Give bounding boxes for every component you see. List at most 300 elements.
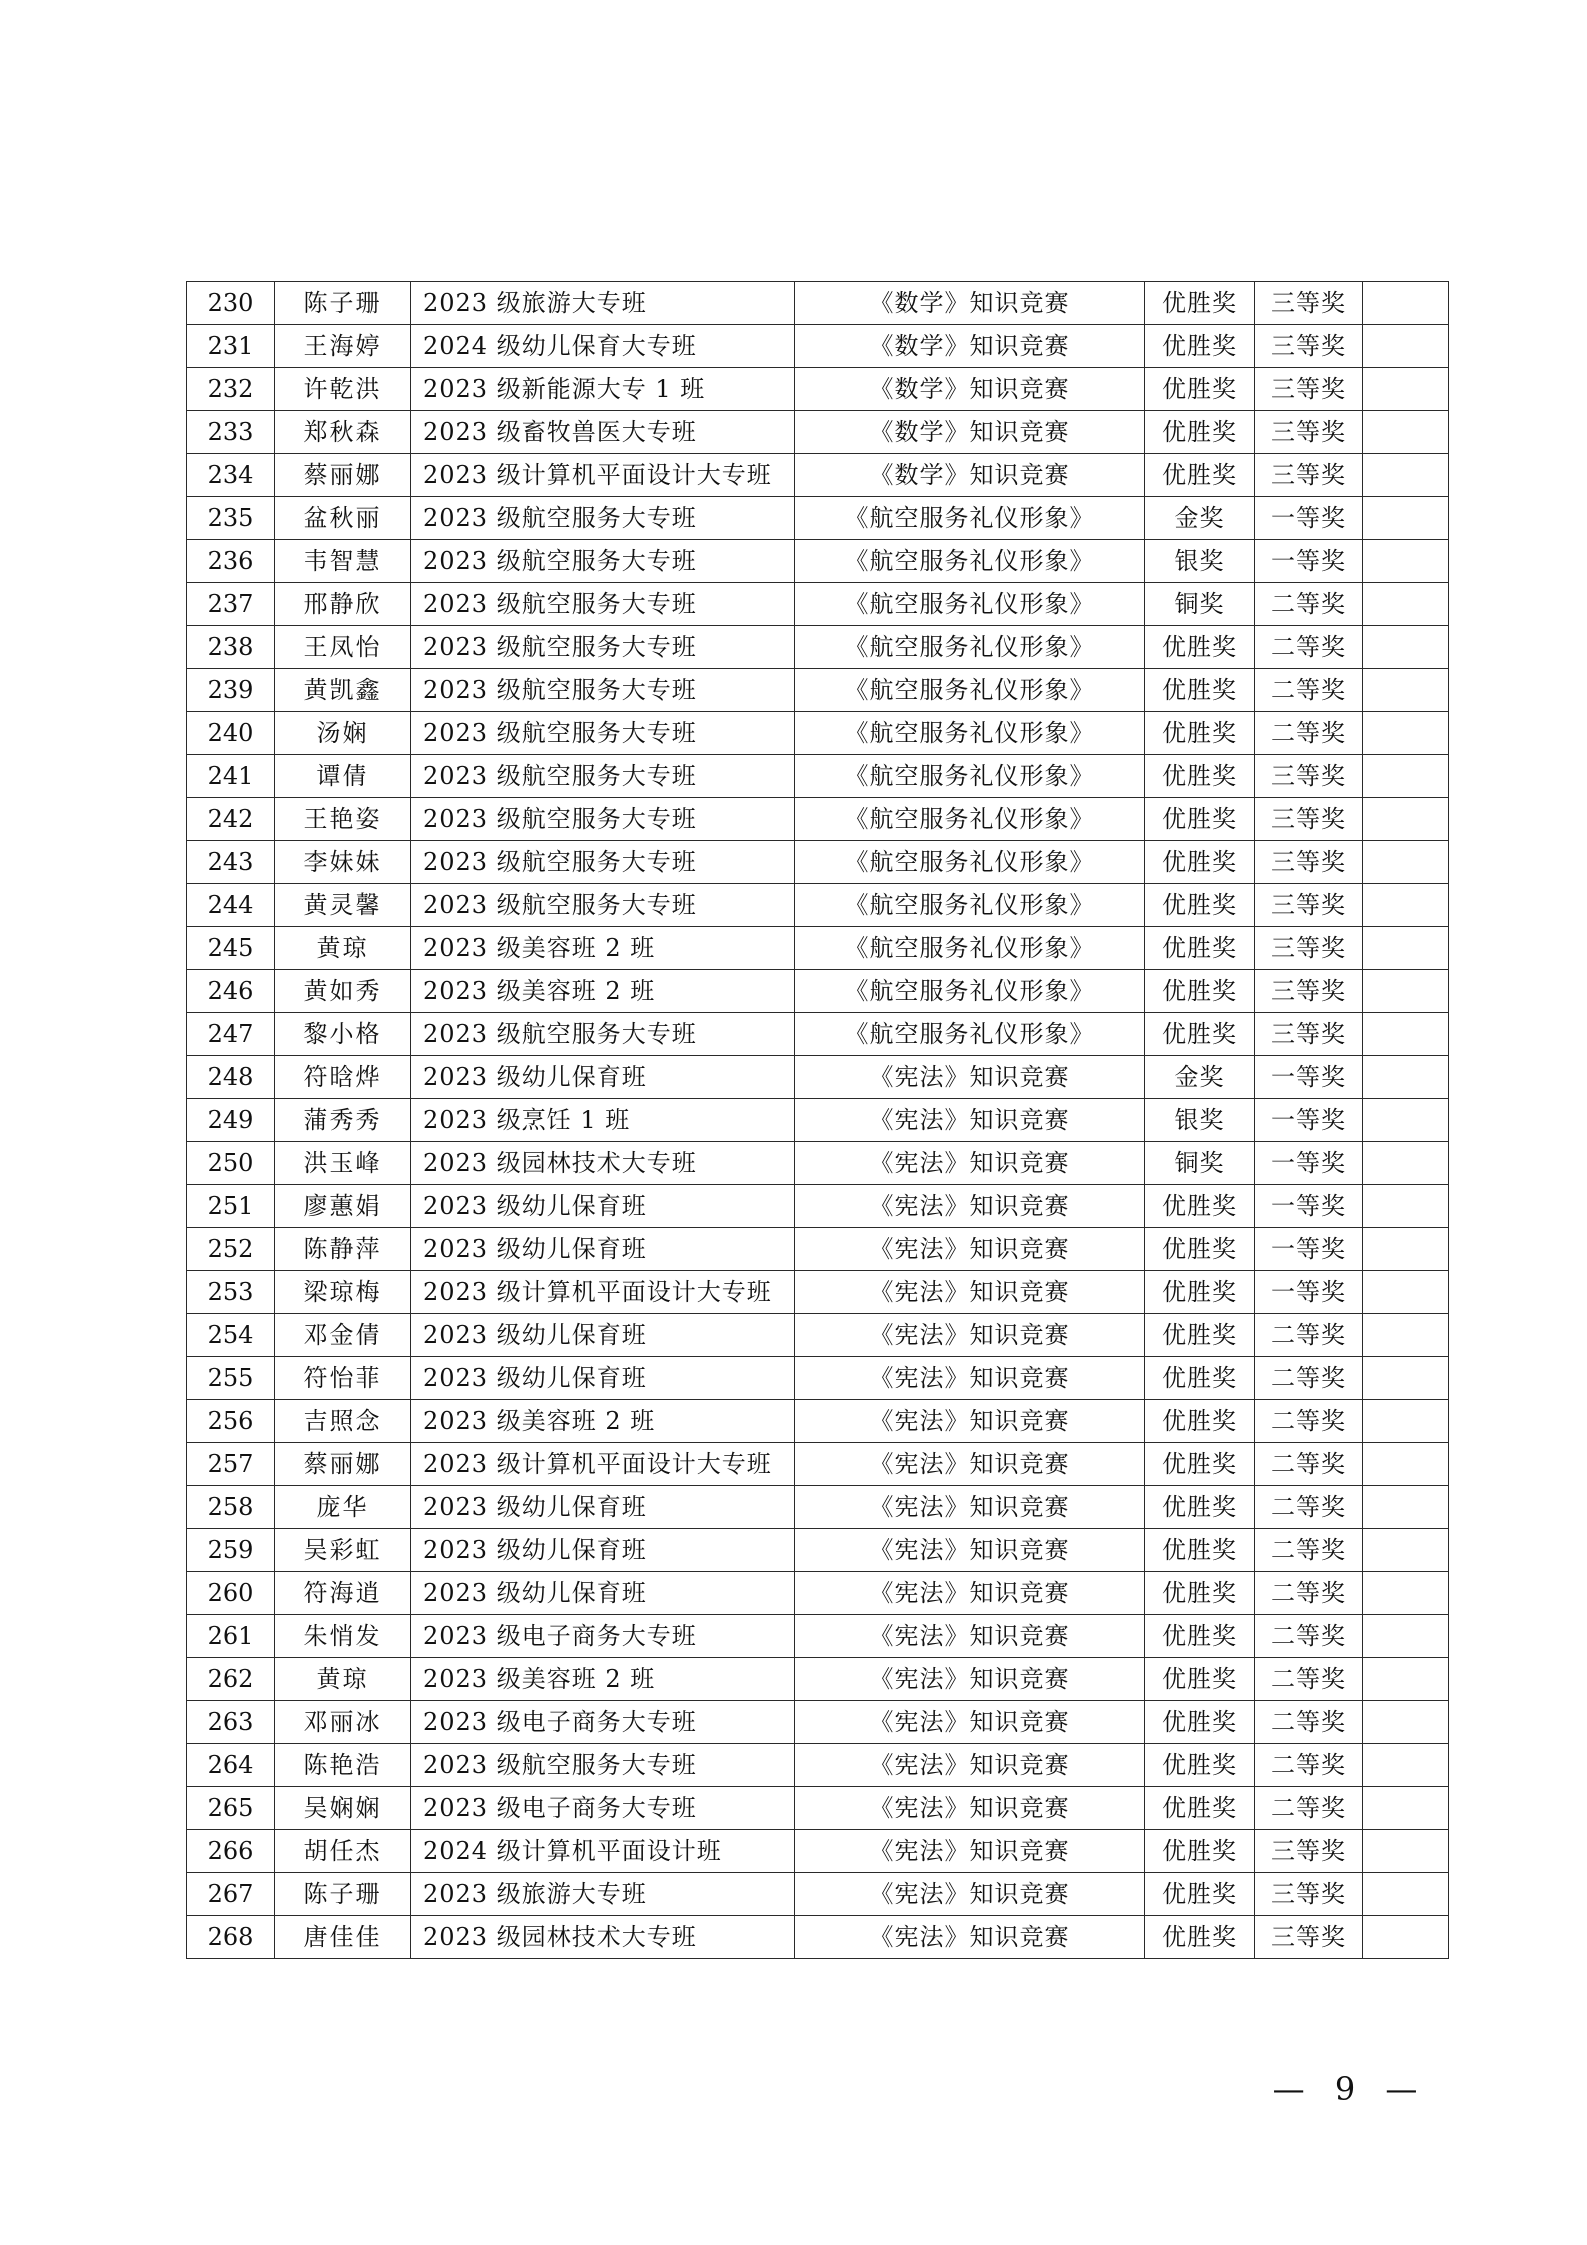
award-level-cell: 三等奖 bbox=[1255, 454, 1363, 497]
award-level-cell: 二等奖 bbox=[1255, 1443, 1363, 1486]
table-row bbox=[187, 1099, 1449, 1142]
row-number-cell: 249 bbox=[187, 1099, 275, 1142]
award-cell: 优胜奖 bbox=[1145, 454, 1255, 497]
award-level-cell: 二等奖 bbox=[1255, 712, 1363, 755]
table-row bbox=[187, 1271, 1449, 1314]
class-cell: 2023 级幼儿保育班 bbox=[411, 1185, 795, 1228]
class-cell: 2023 级旅游大专班 bbox=[411, 282, 795, 325]
competition-cell: 《宪法》知识竞赛 bbox=[795, 1357, 1145, 1400]
student-name-cell: 黄琼 bbox=[275, 927, 411, 970]
class-cell: 2023 级航空服务大专班 bbox=[411, 798, 795, 841]
student-name-cell: 陈子珊 bbox=[275, 282, 411, 325]
remark-cell bbox=[1363, 1099, 1449, 1142]
remark-cell bbox=[1363, 1271, 1449, 1314]
row-number-cell: 241 bbox=[187, 755, 275, 798]
remark-cell bbox=[1363, 1529, 1449, 1572]
award-level-cell: 二等奖 bbox=[1255, 1529, 1363, 1572]
award-cell: 优胜奖 bbox=[1145, 626, 1255, 669]
award-cell: 优胜奖 bbox=[1145, 712, 1255, 755]
table-row bbox=[187, 1400, 1449, 1443]
award-cell: 优胜奖 bbox=[1145, 841, 1255, 884]
row-number-cell: 234 bbox=[187, 454, 275, 497]
table-row bbox=[187, 1357, 1449, 1400]
award-cell: 优胜奖 bbox=[1145, 1486, 1255, 1529]
class-cell: 2023 级航空服务大专班 bbox=[411, 583, 795, 626]
table-row bbox=[187, 712, 1449, 755]
award-level-cell: 三等奖 bbox=[1255, 798, 1363, 841]
table-row bbox=[187, 454, 1449, 497]
award-cell: 铜奖 bbox=[1145, 583, 1255, 626]
table-row bbox=[187, 1314, 1449, 1357]
award-level-cell: 一等奖 bbox=[1255, 1185, 1363, 1228]
remark-cell bbox=[1363, 1787, 1449, 1830]
award-cell: 优胜奖 bbox=[1145, 1787, 1255, 1830]
award-level-cell: 二等奖 bbox=[1255, 1787, 1363, 1830]
row-number-cell: 247 bbox=[187, 1013, 275, 1056]
remark-cell bbox=[1363, 1658, 1449, 1701]
class-cell: 2023 级航空服务大专班 bbox=[411, 669, 795, 712]
award-cell: 优胜奖 bbox=[1145, 1873, 1255, 1916]
row-number-cell: 264 bbox=[187, 1744, 275, 1787]
award-cell: 银奖 bbox=[1145, 540, 1255, 583]
award-cell: 优胜奖 bbox=[1145, 1228, 1255, 1271]
remark-cell bbox=[1363, 1314, 1449, 1357]
class-cell: 2023 级美容班 2 班 bbox=[411, 1658, 795, 1701]
class-cell: 2023 级幼儿保育班 bbox=[411, 1357, 795, 1400]
student-name-cell: 邓丽冰 bbox=[275, 1701, 411, 1744]
competition-cell: 《数学》知识竞赛 bbox=[795, 454, 1145, 497]
row-number-cell: 256 bbox=[187, 1400, 275, 1443]
table-row bbox=[187, 755, 1449, 798]
award-level-cell: 一等奖 bbox=[1255, 497, 1363, 540]
class-cell: 2023 级美容班 2 班 bbox=[411, 970, 795, 1013]
competition-cell: 《宪法》知识竞赛 bbox=[795, 1142, 1145, 1185]
remark-cell bbox=[1363, 540, 1449, 583]
student-name-cell: 蔡丽娜 bbox=[275, 454, 411, 497]
remark-cell bbox=[1363, 282, 1449, 325]
remark-cell bbox=[1363, 970, 1449, 1013]
remark-cell bbox=[1363, 1744, 1449, 1787]
remark-cell bbox=[1363, 1701, 1449, 1744]
row-number-cell: 268 bbox=[187, 1916, 275, 1959]
student-name-cell: 符海逍 bbox=[275, 1572, 411, 1615]
class-cell: 2023 级幼儿保育班 bbox=[411, 1228, 795, 1271]
award-level-cell: 三等奖 bbox=[1255, 1873, 1363, 1916]
row-number-cell: 250 bbox=[187, 1142, 275, 1185]
remark-cell bbox=[1363, 798, 1449, 841]
competition-cell: 《宪法》知识竞赛 bbox=[795, 1185, 1145, 1228]
student-name-cell: 陈子珊 bbox=[275, 1873, 411, 1916]
competition-cell: 《宪法》知识竞赛 bbox=[795, 1228, 1145, 1271]
row-number-cell: 232 bbox=[187, 368, 275, 411]
row-number-cell: 265 bbox=[187, 1787, 275, 1830]
class-cell: 2023 级美容班 2 班 bbox=[411, 927, 795, 970]
award-level-cell: 二等奖 bbox=[1255, 1314, 1363, 1357]
row-number-cell: 244 bbox=[187, 884, 275, 927]
award-cell: 优胜奖 bbox=[1145, 1830, 1255, 1873]
award-level-cell: 三等奖 bbox=[1255, 884, 1363, 927]
row-number-cell: 242 bbox=[187, 798, 275, 841]
row-number-cell: 236 bbox=[187, 540, 275, 583]
award-cell: 优胜奖 bbox=[1145, 1357, 1255, 1400]
row-number-cell: 246 bbox=[187, 970, 275, 1013]
remark-cell bbox=[1363, 454, 1449, 497]
row-number-cell: 239 bbox=[187, 669, 275, 712]
award-level-cell: 二等奖 bbox=[1255, 626, 1363, 669]
award-cell: 优胜奖 bbox=[1145, 1572, 1255, 1615]
competition-cell: 《宪法》知识竞赛 bbox=[795, 1314, 1145, 1357]
remark-cell bbox=[1363, 1572, 1449, 1615]
award-cell: 优胜奖 bbox=[1145, 411, 1255, 454]
award-level-cell: 三等奖 bbox=[1255, 841, 1363, 884]
page-number: — 9 — bbox=[1272, 2070, 1428, 2108]
student-name-cell: 廖蕙娟 bbox=[275, 1185, 411, 1228]
student-name-cell: 王海婷 bbox=[275, 325, 411, 368]
student-name-cell: 许乾洪 bbox=[275, 368, 411, 411]
award-level-cell: 一等奖 bbox=[1255, 1099, 1363, 1142]
table-body bbox=[187, 282, 1449, 1959]
competition-cell: 《航空服务礼仪形象》 bbox=[795, 927, 1145, 970]
competition-cell: 《宪法》知识竞赛 bbox=[795, 1658, 1145, 1701]
student-name-cell: 黄凯鑫 bbox=[275, 669, 411, 712]
student-name-cell: 吉照念 bbox=[275, 1400, 411, 1443]
table-row bbox=[187, 1916, 1449, 1959]
student-name-cell: 邢静欣 bbox=[275, 583, 411, 626]
table-row bbox=[187, 368, 1449, 411]
remark-cell bbox=[1363, 1357, 1449, 1400]
award-level-cell: 一等奖 bbox=[1255, 540, 1363, 583]
table-row bbox=[187, 1056, 1449, 1099]
remark-cell bbox=[1363, 755, 1449, 798]
student-name-cell: 陈静萍 bbox=[275, 1228, 411, 1271]
award-cell: 金奖 bbox=[1145, 497, 1255, 540]
award-level-cell: 二等奖 bbox=[1255, 1572, 1363, 1615]
student-name-cell: 符怡菲 bbox=[275, 1357, 411, 1400]
remark-cell bbox=[1363, 669, 1449, 712]
table-row bbox=[187, 1701, 1449, 1744]
row-number-cell: 261 bbox=[187, 1615, 275, 1658]
award-cell: 优胜奖 bbox=[1145, 927, 1255, 970]
competition-cell: 《宪法》知识竞赛 bbox=[795, 1830, 1145, 1873]
competition-cell: 《航空服务礼仪形象》 bbox=[795, 540, 1145, 583]
student-name-cell: 李妹妹 bbox=[275, 841, 411, 884]
student-name-cell: 黎小格 bbox=[275, 1013, 411, 1056]
award-cell: 优胜奖 bbox=[1145, 1271, 1255, 1314]
remark-cell bbox=[1363, 368, 1449, 411]
award-cell: 优胜奖 bbox=[1145, 1701, 1255, 1744]
table-row bbox=[187, 1529, 1449, 1572]
award-cell: 优胜奖 bbox=[1145, 1529, 1255, 1572]
row-number-cell: 237 bbox=[187, 583, 275, 626]
table-row bbox=[187, 1443, 1449, 1486]
row-number-cell: 253 bbox=[187, 1271, 275, 1314]
competition-cell: 《航空服务礼仪形象》 bbox=[795, 1013, 1145, 1056]
table-row bbox=[187, 497, 1449, 540]
competition-cell: 《数学》知识竞赛 bbox=[795, 368, 1145, 411]
remark-cell bbox=[1363, 1830, 1449, 1873]
competition-cell: 《宪法》知识竞赛 bbox=[795, 1916, 1145, 1959]
class-cell: 2023 级电子商务大专班 bbox=[411, 1701, 795, 1744]
row-number-cell: 266 bbox=[187, 1830, 275, 1873]
remark-cell bbox=[1363, 1185, 1449, 1228]
table-row bbox=[187, 1142, 1449, 1185]
class-cell: 2023 级航空服务大专班 bbox=[411, 626, 795, 669]
table-row bbox=[187, 1658, 1449, 1701]
student-name-cell: 盆秋丽 bbox=[275, 497, 411, 540]
award-level-cell: 二等奖 bbox=[1255, 1701, 1363, 1744]
award-level-cell: 一等奖 bbox=[1255, 1142, 1363, 1185]
competition-cell: 《宪法》知识竞赛 bbox=[795, 1271, 1145, 1314]
remark-cell bbox=[1363, 411, 1449, 454]
class-cell: 2023 级航空服务大专班 bbox=[411, 841, 795, 884]
table-row bbox=[187, 1185, 1449, 1228]
student-name-cell: 吴彩虹 bbox=[275, 1529, 411, 1572]
student-name-cell: 胡任杰 bbox=[275, 1830, 411, 1873]
class-cell: 2023 级幼儿保育班 bbox=[411, 1572, 795, 1615]
table-row bbox=[187, 282, 1449, 325]
class-cell: 2023 级幼儿保育班 bbox=[411, 1056, 795, 1099]
remark-cell bbox=[1363, 583, 1449, 626]
row-number-cell: 262 bbox=[187, 1658, 275, 1701]
competition-cell: 《数学》知识竞赛 bbox=[795, 411, 1145, 454]
table-row bbox=[187, 325, 1449, 368]
competition-cell: 《数学》知识竞赛 bbox=[795, 282, 1145, 325]
award-cell: 银奖 bbox=[1145, 1099, 1255, 1142]
remark-cell bbox=[1363, 1443, 1449, 1486]
award-cell: 优胜奖 bbox=[1145, 669, 1255, 712]
student-name-cell: 郑秋森 bbox=[275, 411, 411, 454]
competition-cell: 《宪法》知识竞赛 bbox=[795, 1443, 1145, 1486]
competition-cell: 《宪法》知识竞赛 bbox=[795, 1056, 1145, 1099]
award-level-cell: 一等奖 bbox=[1255, 1056, 1363, 1099]
class-cell: 2023 级美容班 2 班 bbox=[411, 1400, 795, 1443]
student-name-cell: 朱悄发 bbox=[275, 1615, 411, 1658]
student-name-cell: 陈艳浩 bbox=[275, 1744, 411, 1787]
competition-cell: 《宪法》知识竞赛 bbox=[795, 1400, 1145, 1443]
student-name-cell: 符晗烨 bbox=[275, 1056, 411, 1099]
class-cell: 2023 级电子商务大专班 bbox=[411, 1615, 795, 1658]
row-number-cell: 259 bbox=[187, 1529, 275, 1572]
competition-cell: 《航空服务礼仪形象》 bbox=[795, 798, 1145, 841]
award-cell: 优胜奖 bbox=[1145, 325, 1255, 368]
row-number-cell: 260 bbox=[187, 1572, 275, 1615]
award-cell: 优胜奖 bbox=[1145, 1658, 1255, 1701]
table-row bbox=[187, 884, 1449, 927]
student-name-cell: 唐佳佳 bbox=[275, 1916, 411, 1959]
award-cell: 优胜奖 bbox=[1145, 282, 1255, 325]
row-number-cell: 258 bbox=[187, 1486, 275, 1529]
table-row bbox=[187, 1744, 1449, 1787]
class-cell: 2023 级航空服务大专班 bbox=[411, 1013, 795, 1056]
row-number-cell: 233 bbox=[187, 411, 275, 454]
award-cell: 优胜奖 bbox=[1145, 368, 1255, 411]
student-name-cell: 蔡丽娜 bbox=[275, 1443, 411, 1486]
class-cell: 2023 级计算机平面设计大专班 bbox=[411, 1443, 795, 1486]
class-cell: 2023 级航空服务大专班 bbox=[411, 755, 795, 798]
competition-cell: 《航空服务礼仪形象》 bbox=[795, 626, 1145, 669]
remark-cell bbox=[1363, 1056, 1449, 1099]
award-cell: 优胜奖 bbox=[1145, 755, 1255, 798]
row-number-cell: 230 bbox=[187, 282, 275, 325]
row-number-cell: 231 bbox=[187, 325, 275, 368]
competition-cell: 《航空服务礼仪形象》 bbox=[795, 884, 1145, 927]
row-number-cell: 248 bbox=[187, 1056, 275, 1099]
competition-cell: 《宪法》知识竞赛 bbox=[795, 1099, 1145, 1142]
student-name-cell: 洪玉峰 bbox=[275, 1142, 411, 1185]
table-row bbox=[187, 583, 1449, 626]
award-level-cell: 三等奖 bbox=[1255, 282, 1363, 325]
class-cell: 2023 级园林技术大专班 bbox=[411, 1916, 795, 1959]
award-level-cell: 二等奖 bbox=[1255, 1400, 1363, 1443]
table-row bbox=[187, 841, 1449, 884]
table-row bbox=[187, 1787, 1449, 1830]
remark-cell bbox=[1363, 884, 1449, 927]
class-cell: 2023 级航空服务大专班 bbox=[411, 712, 795, 755]
award-cell: 优胜奖 bbox=[1145, 798, 1255, 841]
competition-cell: 《航空服务礼仪形象》 bbox=[795, 841, 1145, 884]
row-number-cell: 243 bbox=[187, 841, 275, 884]
student-name-cell: 蒲秀秀 bbox=[275, 1099, 411, 1142]
student-name-cell: 庞华 bbox=[275, 1486, 411, 1529]
class-cell: 2023 级电子商务大专班 bbox=[411, 1787, 795, 1830]
award-cell: 优胜奖 bbox=[1145, 1400, 1255, 1443]
remark-cell bbox=[1363, 1013, 1449, 1056]
row-number-cell: 238 bbox=[187, 626, 275, 669]
award-cell: 优胜奖 bbox=[1145, 1443, 1255, 1486]
competition-cell: 《航空服务礼仪形象》 bbox=[795, 583, 1145, 626]
award-level-cell: 三等奖 bbox=[1255, 411, 1363, 454]
row-number-cell: 252 bbox=[187, 1228, 275, 1271]
class-cell: 2023 级旅游大专班 bbox=[411, 1873, 795, 1916]
award-level-cell: 三等奖 bbox=[1255, 1830, 1363, 1873]
award-level-cell: 二等奖 bbox=[1255, 1615, 1363, 1658]
remark-cell bbox=[1363, 1228, 1449, 1271]
row-number-cell: 245 bbox=[187, 927, 275, 970]
student-name-cell: 汤娴 bbox=[275, 712, 411, 755]
award-level-cell: 二等奖 bbox=[1255, 1357, 1363, 1400]
row-number-cell: 257 bbox=[187, 1443, 275, 1486]
student-name-cell: 梁琼梅 bbox=[275, 1271, 411, 1314]
award-level-cell: 二等奖 bbox=[1255, 1658, 1363, 1701]
table-row bbox=[187, 540, 1449, 583]
award-cell: 金奖 bbox=[1145, 1056, 1255, 1099]
competition-cell: 《宪法》知识竞赛 bbox=[795, 1529, 1145, 1572]
class-cell: 2023 级计算机平面设计大专班 bbox=[411, 454, 795, 497]
award-cell: 优胜奖 bbox=[1145, 1744, 1255, 1787]
award-level-cell: 二等奖 bbox=[1255, 1744, 1363, 1787]
award-level-cell: 三等奖 bbox=[1255, 755, 1363, 798]
award-cell: 铜奖 bbox=[1145, 1142, 1255, 1185]
row-number-cell: 267 bbox=[187, 1873, 275, 1916]
class-cell: 2024 级幼儿保育大专班 bbox=[411, 325, 795, 368]
award-cell: 优胜奖 bbox=[1145, 1314, 1255, 1357]
remark-cell bbox=[1363, 1400, 1449, 1443]
class-cell: 2023 级航空服务大专班 bbox=[411, 1744, 795, 1787]
table-row bbox=[187, 1486, 1449, 1529]
table-row bbox=[187, 1830, 1449, 1873]
competition-cell: 《宪法》知识竞赛 bbox=[795, 1701, 1145, 1744]
table-row bbox=[187, 1013, 1449, 1056]
table-row bbox=[187, 927, 1449, 970]
award-cell: 优胜奖 bbox=[1145, 1916, 1255, 1959]
table-row bbox=[187, 411, 1449, 454]
award-level-cell: 二等奖 bbox=[1255, 583, 1363, 626]
competition-cell: 《宪法》知识竞赛 bbox=[795, 1486, 1145, 1529]
competition-cell: 《航空服务礼仪形象》 bbox=[795, 497, 1145, 540]
competition-cell: 《宪法》知识竞赛 bbox=[795, 1873, 1145, 1916]
row-number-cell: 235 bbox=[187, 497, 275, 540]
class-cell: 2023 级园林技术大专班 bbox=[411, 1142, 795, 1185]
award-level-cell: 一等奖 bbox=[1255, 1271, 1363, 1314]
remark-cell bbox=[1363, 1916, 1449, 1959]
class-cell: 2023 级烹饪 1 班 bbox=[411, 1099, 795, 1142]
competition-cell: 《航空服务礼仪形象》 bbox=[795, 970, 1145, 1013]
remark-cell bbox=[1363, 1615, 1449, 1658]
award-list-table bbox=[186, 281, 1449, 1959]
class-cell: 2023 级计算机平面设计大专班 bbox=[411, 1271, 795, 1314]
table-row bbox=[187, 669, 1449, 712]
student-name-cell: 王艳姿 bbox=[275, 798, 411, 841]
award-cell: 优胜奖 bbox=[1145, 1185, 1255, 1228]
class-cell: 2023 级幼儿保育班 bbox=[411, 1529, 795, 1572]
award-level-cell: 二等奖 bbox=[1255, 669, 1363, 712]
class-cell: 2023 级航空服务大专班 bbox=[411, 497, 795, 540]
row-number-cell: 240 bbox=[187, 712, 275, 755]
row-number-cell: 251 bbox=[187, 1185, 275, 1228]
class-cell: 2023 级航空服务大专班 bbox=[411, 540, 795, 583]
remark-cell bbox=[1363, 325, 1449, 368]
award-level-cell: 三等奖 bbox=[1255, 368, 1363, 411]
table-row bbox=[187, 1228, 1449, 1271]
award-level-cell: 三等奖 bbox=[1255, 325, 1363, 368]
class-cell: 2024 级计算机平面设计班 bbox=[411, 1830, 795, 1873]
student-name-cell: 黄灵馨 bbox=[275, 884, 411, 927]
class-cell: 2023 级新能源大专 1 班 bbox=[411, 368, 795, 411]
remark-cell bbox=[1363, 1873, 1449, 1916]
row-number-cell: 263 bbox=[187, 1701, 275, 1744]
student-name-cell: 王凤怡 bbox=[275, 626, 411, 669]
remark-cell bbox=[1363, 927, 1449, 970]
competition-cell: 《航空服务礼仪形象》 bbox=[795, 712, 1145, 755]
competition-cell: 《航空服务礼仪形象》 bbox=[795, 669, 1145, 712]
award-level-cell: 三等奖 bbox=[1255, 1013, 1363, 1056]
table-row bbox=[187, 1873, 1449, 1916]
award-level-cell: 三等奖 bbox=[1255, 927, 1363, 970]
remark-cell bbox=[1363, 626, 1449, 669]
remark-cell bbox=[1363, 712, 1449, 755]
competition-cell: 《宪法》知识竞赛 bbox=[795, 1787, 1145, 1830]
award-cell: 优胜奖 bbox=[1145, 1615, 1255, 1658]
award-level-cell: 二等奖 bbox=[1255, 1486, 1363, 1529]
competition-cell: 《宪法》知识竞赛 bbox=[795, 1615, 1145, 1658]
award-level-cell: 三等奖 bbox=[1255, 1916, 1363, 1959]
remark-cell bbox=[1363, 497, 1449, 540]
table-row bbox=[187, 970, 1449, 1013]
row-number-cell: 254 bbox=[187, 1314, 275, 1357]
competition-cell: 《宪法》知识竞赛 bbox=[795, 1744, 1145, 1787]
remark-cell bbox=[1363, 1486, 1449, 1529]
student-name-cell: 谭倩 bbox=[275, 755, 411, 798]
class-cell: 2023 级畜牧兽医大专班 bbox=[411, 411, 795, 454]
class-cell: 2023 级幼儿保育班 bbox=[411, 1314, 795, 1357]
table-row bbox=[187, 798, 1449, 841]
competition-cell: 《数学》知识竞赛 bbox=[795, 325, 1145, 368]
row-number-cell: 255 bbox=[187, 1357, 275, 1400]
table-row bbox=[187, 626, 1449, 669]
student-name-cell: 黄琼 bbox=[275, 1658, 411, 1701]
student-name-cell: 邓金倩 bbox=[275, 1314, 411, 1357]
table-row bbox=[187, 1572, 1449, 1615]
